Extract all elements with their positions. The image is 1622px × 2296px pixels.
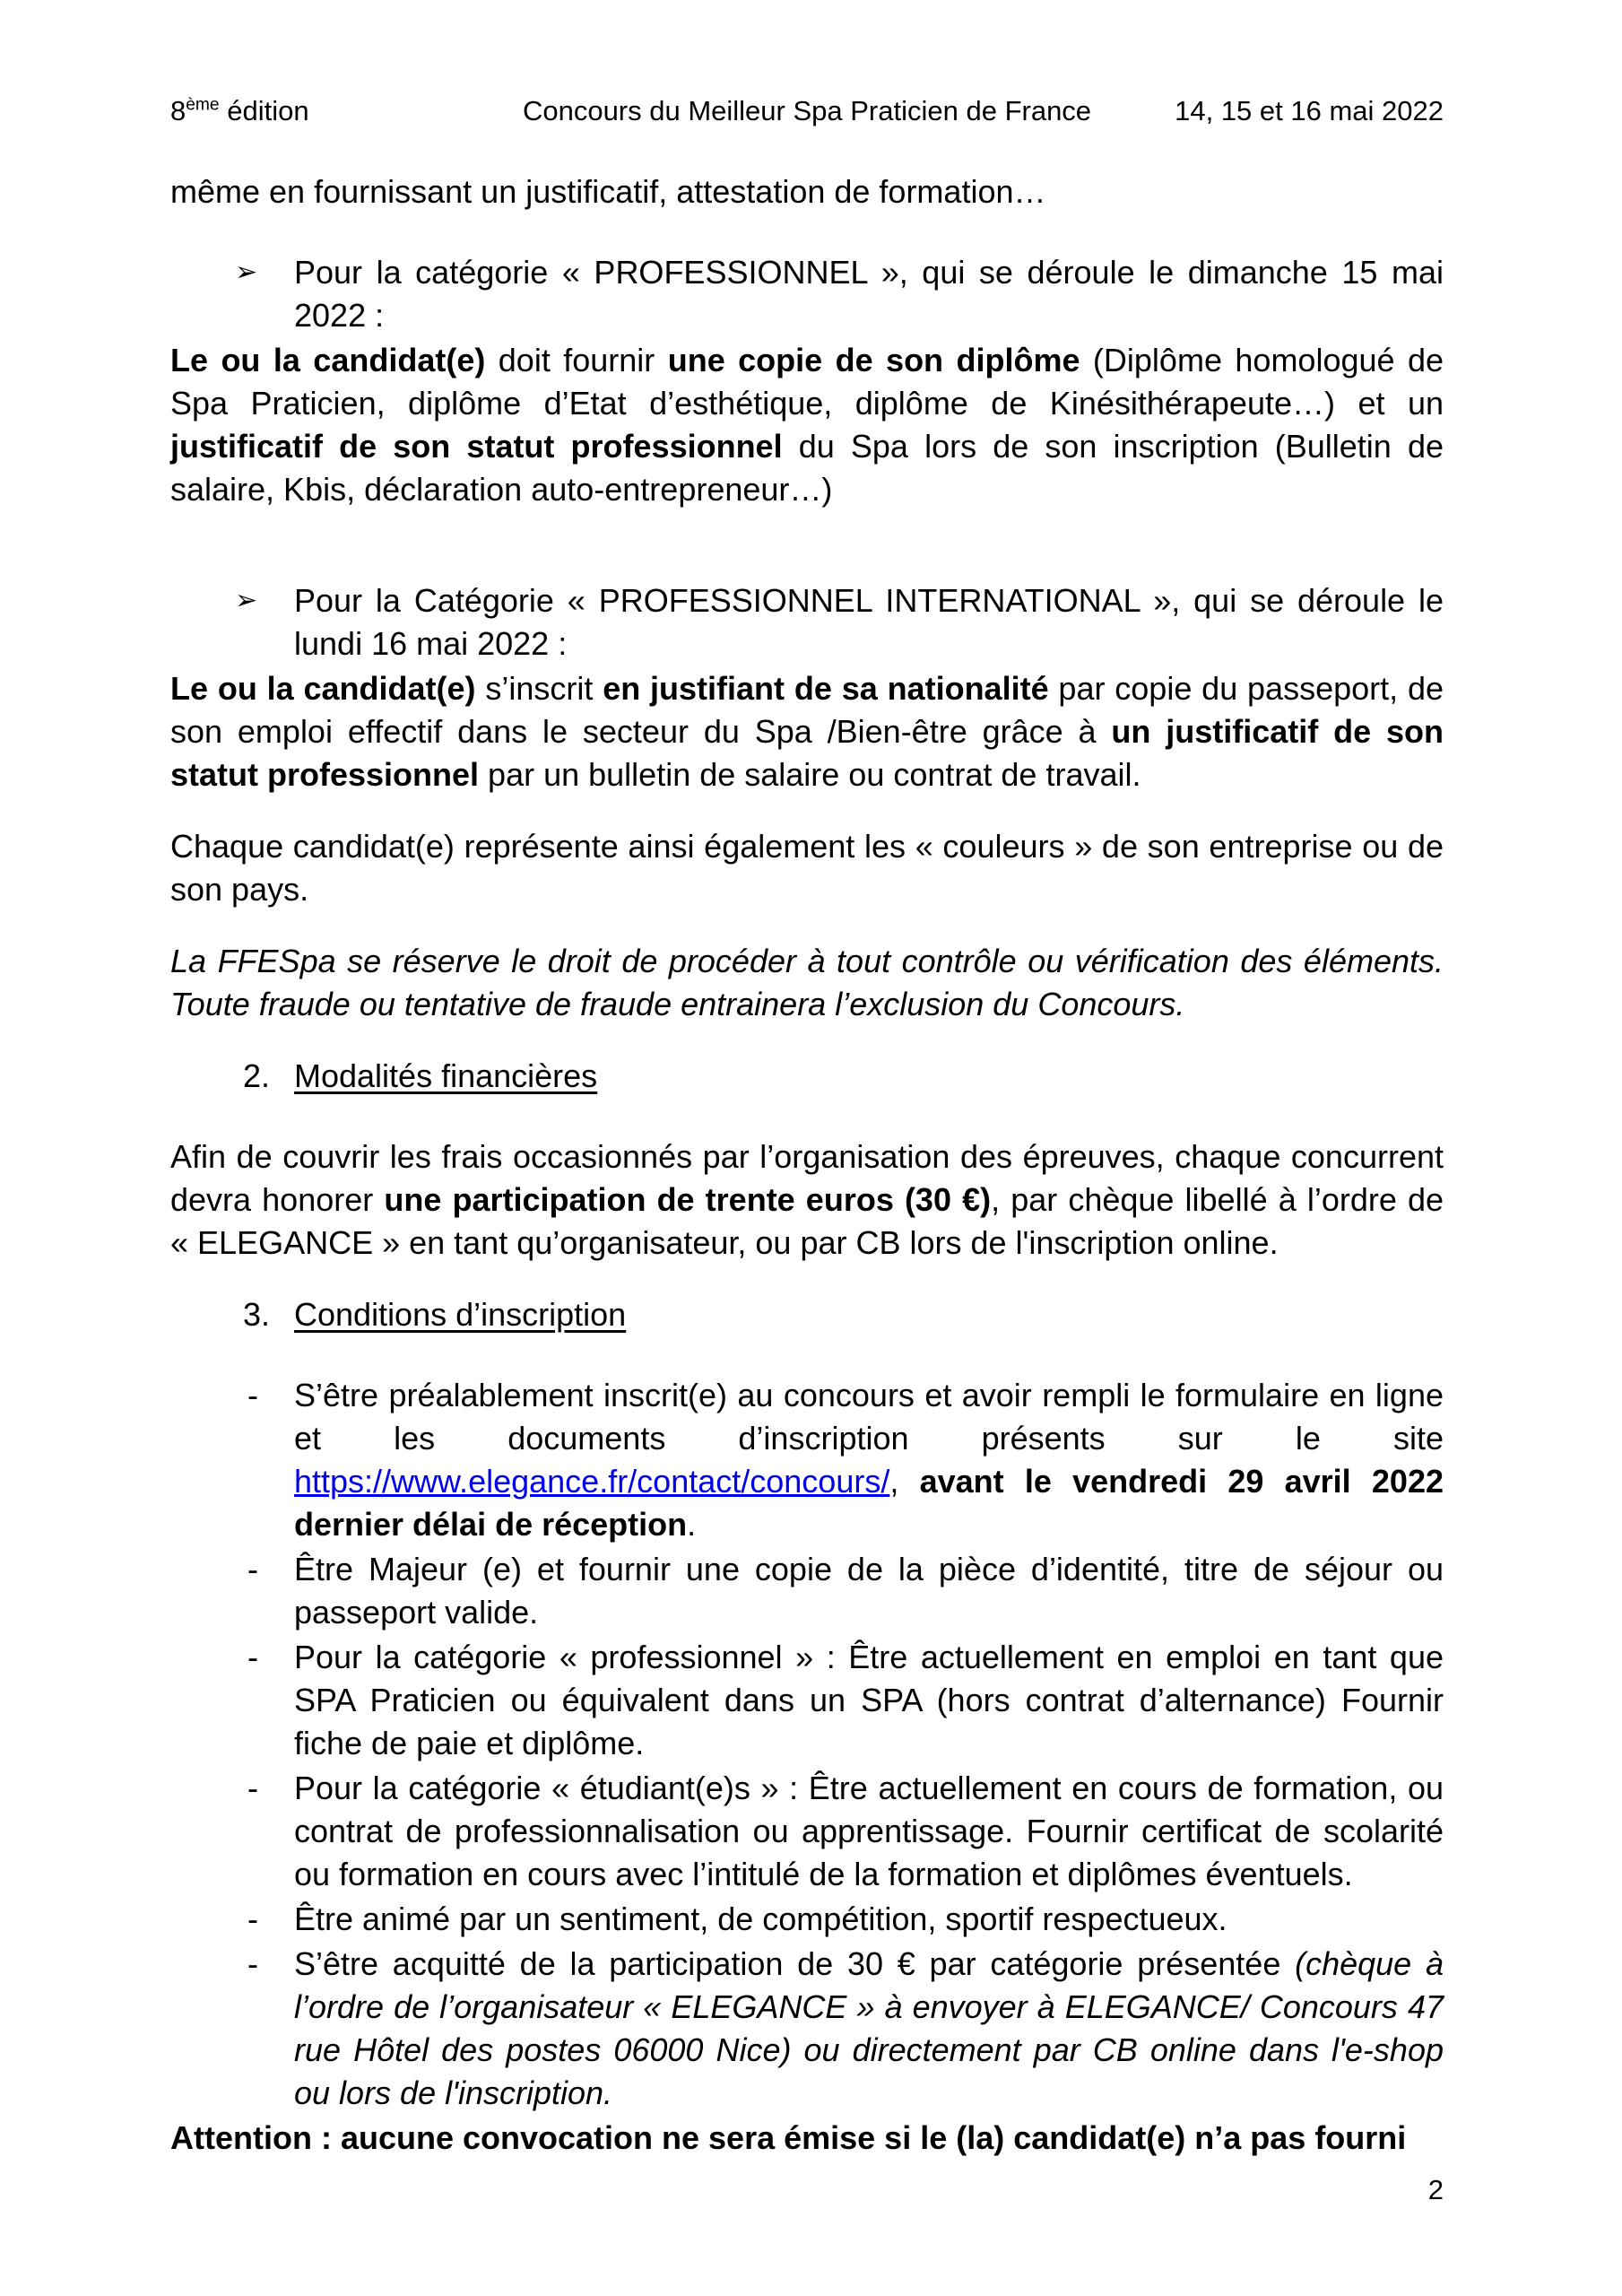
text-run: Être Majeur (e) et fournir une copie de la pièce d’identité, titre de séjour ou passeport valide. [294,1551,1444,1631]
text-run: Le ou la candidat(e) [170,670,476,707]
text-run: Être animé par un sentiment, de compétition, sportif respectueux. [294,1900,1227,1937]
condition-inscription-en-ligne [247,1374,1444,1546]
text-run: même en fournissant un justificatif, attestation de formation… [170,173,1046,210]
dash-bullet-icon: - [247,1551,258,1587]
section-heading-conditions-inscription [243,1293,1444,1336]
section-heading-modalites-financieres [243,1055,1444,1098]
text-run: . [687,1506,697,1543]
text-run: Pour la catégorie « PROFESSIONNEL », qui se déroule le dimanche 15 mai 2022 : [294,254,1444,334]
intro-paragraph [170,170,1444,213]
text-run: La FFESpa se réserve le droit de procéder à tout contrôle ou vérification des éléments. Toute fraude ou tentative de fraude entrainera l’exclusion du Concours. [170,943,1444,1022]
text-run: S’être acquitté de la participation de 30 € par catégorie présentée [294,1945,1296,1982]
text-run: un justificatif de son statut professionnel [170,713,1444,793]
header-dates: 14, 15 et 16 mai 2022 [1175,95,1444,126]
text-run: Le ou la candidat(e) [170,342,486,378]
text-run: Pour la Catégorie « PROFESSIONNEL INTERNATIONAL », qui se déroule le lundi 16 mai 2022 : [294,582,1444,662]
document-content [170,133,1444,2160]
bullet-categorie-professionnel [235,251,1444,337]
text-run: , par chèque libellé à l’ordre de « ELEGANCE » en tant qu’organisateur, ou par CB lors de l'inscription online. [170,1181,1444,1261]
paragraph-ffespa-controle [170,940,1444,1026]
page-header [170,90,1444,133]
text-run: du Spa lors de son inscription (Bulletin de salaire, Kbis, déclaration auto-entrepreneur…) [170,428,1444,508]
text-run: (chèque à l’ordre de l’organisateur « ELEGANCE » à envoyer à ELEGANCE/ Concours 47 rue Hôtel des postes 06000 Nice) ou directement par CB online dans l'e-shop ou lors de l'inscription. [294,1945,1444,2111]
page-number: 2 [1427,2174,1444,2205]
text-run: Afin de couvrir les frais occasionnés par l’organisation des épreuves, chaque concurrent devra honorer [170,1138,1444,1218]
edition-ordinal-suffix: ème [186,95,220,115]
text-run: S’être préalablement inscrit(e) au concours et avoir rempli le formulaire en ligne et les documents d’inscription présents sur le site [294,1377,1444,1457]
paragraph-international-conditions [170,667,1444,796]
text-run: Pour la catégorie « professionnel » : Être actuellement en emploi en tant que SPA Praticien ou équivalent dans un SPA (hors contrat d’alternance) Fournir fiche de paie et diplôme. [294,1639,1444,1761]
dash-bullet-icon: - [247,1900,258,1937]
paragraph-couleurs [170,825,1444,911]
edition-word: édition [219,95,309,126]
text-run: une copie de son diplôme [667,342,1080,378]
page-footer [170,2172,1444,2208]
condition-categorie-professionnel [247,1636,1444,1765]
text-run: , [889,1463,920,1500]
condition-categorie-etudiants [247,1767,1444,1896]
condition-majeur-piece-identite [247,1548,1444,1634]
condition-participation-30-euros [247,1943,1444,2115]
text-run: doit fournir [485,342,668,378]
heading-label: Conditions d’inscription [294,1296,627,1333]
text-run: (Diplôme homologué de Spa Praticien, diplôme d’Etat d’esthétique, diplôme de Kinésithérapeute…) et un [170,342,1444,422]
text-run: par copie du passeport, de son emploi effectif dans le secteur du Spa /Bien-être grâce à [170,670,1444,750]
edition-number: 8 [170,95,186,126]
text-run: Chaque candidat(e) représente ainsi également les « couleurs » de son entreprise ou de son pays. [170,828,1444,908]
dash-bullet-icon: - [247,1639,258,1675]
text-run: s’inscrit [475,670,603,707]
inscription-url-link[interactable]: https://www.elegance.fr/contact/concours/ [294,1463,890,1500]
heading-label: Modalités financières [294,1057,598,1094]
edition-label [170,90,523,133]
arrow-bullet-icon: ➢ [235,586,258,615]
text-run: Pour la catégorie « étudiant(e)s » : Être actuellement en cours de formation, ou contrat de professionnalisation ou apprentissage. Fournir certificat de scolarité ou formation en cours avec l’intitulé de la formation et diplômes éventuels. [294,1770,1444,1892]
text-run: avant le vendredi 29 avril 2022 dernier délai de réception [294,1463,1444,1543]
paragraph-professionnel-conditions [170,339,1444,511]
dash-bullet-icon: - [247,1770,258,1806]
paragraph-attention [170,2117,1444,2160]
text-run: une participation de trente euros (30 €) [384,1181,992,1218]
dash-bullet-icon: - [247,1377,258,1413]
document-title: Concours du Meilleur Spa Praticien de France [522,95,1092,126]
arrow-bullet-icon: ➢ [235,257,258,287]
heading-number: 3. [243,1296,271,1333]
text-run: par un bulletin de salaire ou contrat de travail. [479,756,1141,793]
text-run: Attention : aucune convocation ne sera émise si le (la) candidat(e) n’a pas fourni [170,2119,1407,2156]
dash-bullet-icon: - [247,1945,258,1982]
text-run: justificatif de son statut professionnel [170,428,783,465]
paragraph-participation [170,1135,1444,1265]
text-run: en justifiant de sa nationalité [603,670,1049,707]
heading-number: 2. [243,1057,271,1094]
bullet-categorie-professionnel-international [235,579,1444,665]
condition-esprit-competition [247,1898,1444,1941]
